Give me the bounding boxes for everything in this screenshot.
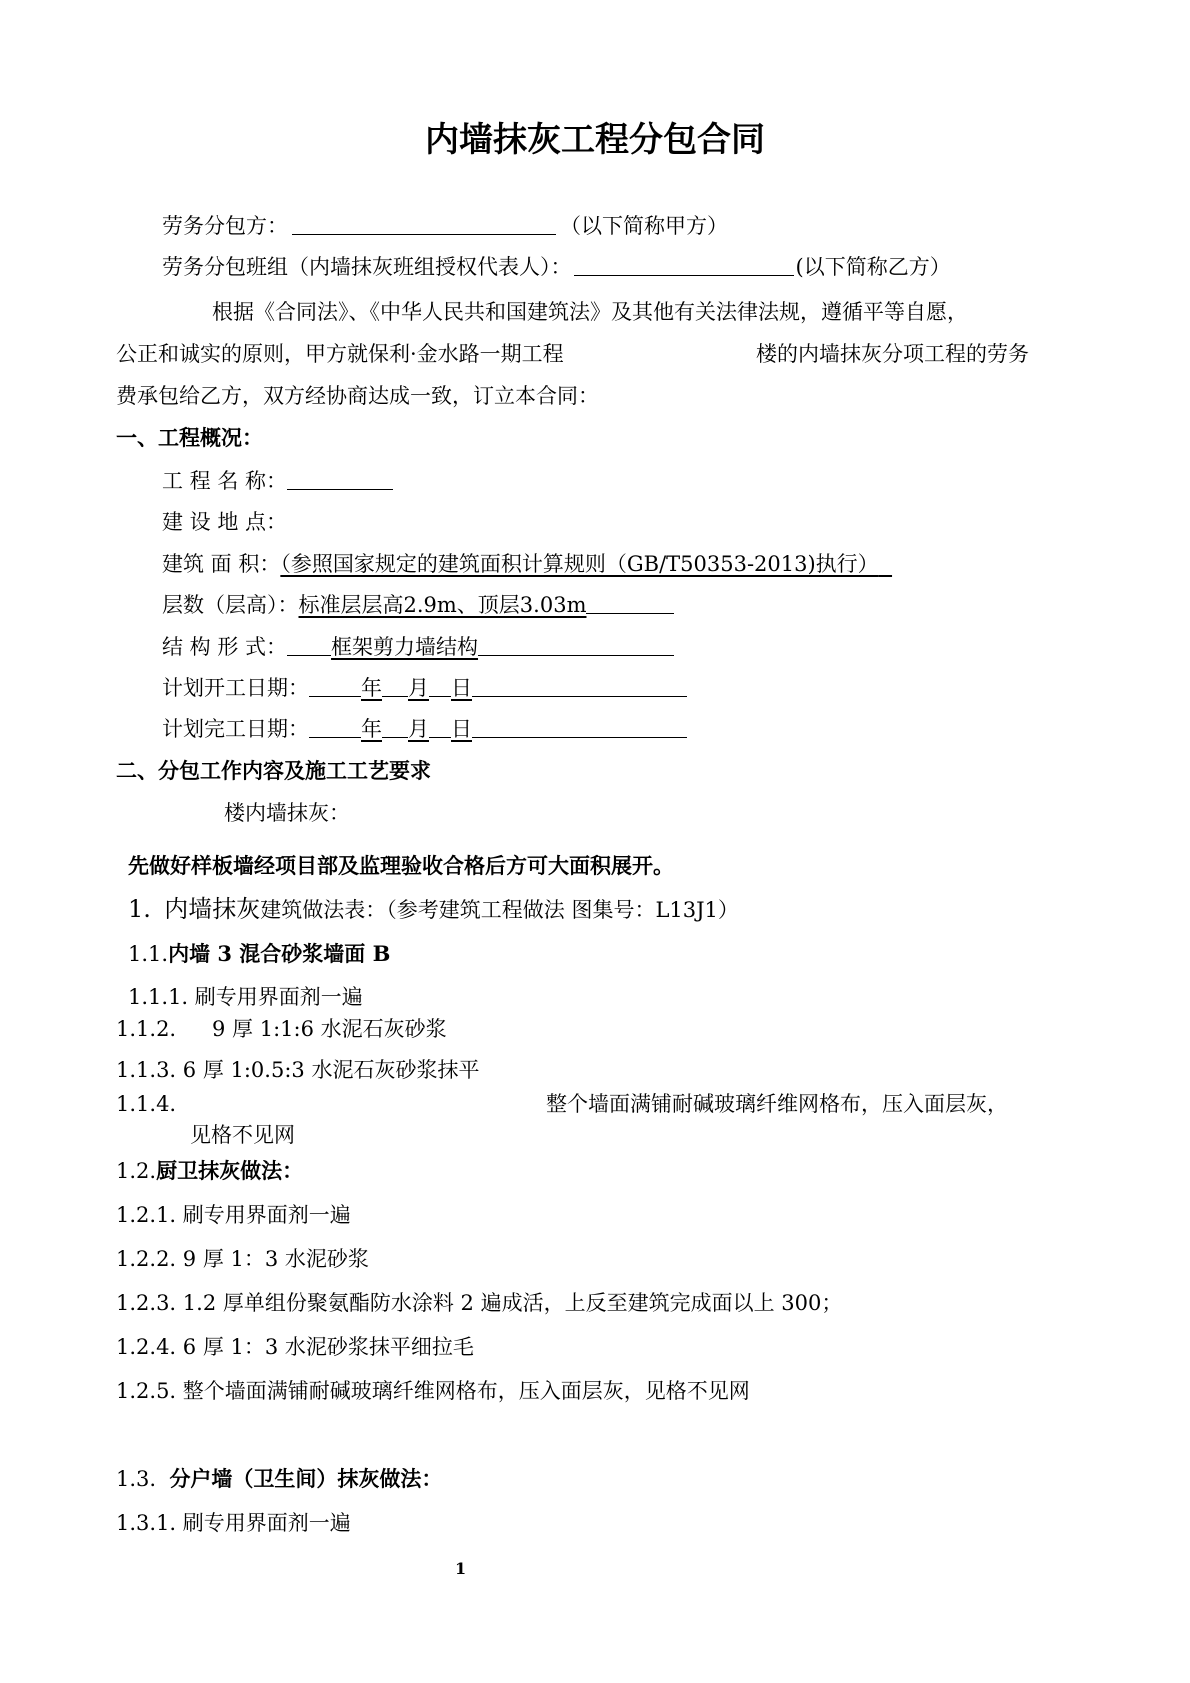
start-date-line	[162, 674, 687, 702]
party-a-line	[162, 212, 728, 240]
item-1-3-text: 分户墙（卫生间）抹灰做法：	[169, 1466, 443, 1491]
floors-label: 层数（层高）：	[162, 593, 299, 617]
item-1-1-4-text: 整个墙面满铺耐碱玻璃纤维网格布，压入面层灰，	[546, 1092, 1008, 1116]
item-1-2-2: 1.2.2. 9 厚 1：3 水泥砂浆	[116, 1247, 369, 1271]
item-1-3-1: 1.3.1. 刷专用界面剂一遍	[116, 1511, 351, 1535]
structure-label: 结 构 形 式：	[162, 635, 288, 659]
item-1-3	[116, 1465, 442, 1493]
item-1-2-4: 1.2.4. 6 厚 1：3 水泥砂浆抹平细拉毛	[116, 1335, 474, 1359]
item-1-1-1: 1.1.1. 刷专用界面剂一遍	[128, 985, 363, 1009]
start-blank-2[interactable]	[382, 676, 408, 697]
end-blank-4	[472, 717, 687, 738]
item-1-2-3: 1.2.3. 1.2 厚单组份聚氨酯防水涂料 2 遍成活，上反至建筑完成面以上 300；	[116, 1291, 843, 1315]
start-day: 日	[451, 676, 472, 700]
item-1-3-num: 1.3.	[116, 1467, 157, 1491]
end-date-label: 计划完工日期：	[162, 717, 309, 741]
item-1-1-2-num: 1.1.2.	[116, 1017, 177, 1041]
party-a-note: （以下简称甲方）	[560, 214, 728, 238]
start-blank-1[interactable]	[309, 676, 361, 697]
start-month: 月	[408, 676, 429, 700]
intro-line-2a: 公正和诚实的原则，甲方就保利·金水路一期工程	[116, 342, 564, 366]
party-b-label: 劳务分包班组（内墙抹灰班组授权代表人）：	[162, 255, 572, 279]
start-blank-4	[472, 676, 687, 697]
site-line	[162, 508, 287, 536]
intro-line-3: 费承包给乙方，双方经协商达成一致，订立本合同：	[116, 384, 599, 408]
item-1-big: 内墙抹灰	[164, 895, 261, 923]
end-date-line	[162, 715, 687, 743]
floors-value: 标准层层高2.9m、顶层3.03m	[298, 593, 587, 617]
item-1-2-5: 1.2.5. 整个墙面满铺耐碱玻璃纤维网格布，压入面层灰，见格不见网	[116, 1379, 750, 1403]
party-b-line	[162, 253, 951, 281]
area-value: （参照国家规定的建筑面积计算规则（GB/T50353-2013)执行）	[280, 552, 879, 576]
structure-line	[162, 633, 674, 661]
area-underline-tail	[879, 552, 892, 576]
end-blank-3[interactable]	[429, 717, 451, 738]
item-1-1-3: 1.1.3. 6 厚 1:0.5:3 水泥石灰砂浆抹平	[116, 1058, 480, 1082]
end-day: 日	[451, 717, 472, 741]
party-a-label: 劳务分包方：	[162, 214, 288, 238]
sample-wall-notice: 先做好样板墙经项目部及监理验收合格后方可大面积展开。	[128, 853, 674, 878]
end-year: 年	[361, 717, 382, 741]
item-1-2	[116, 1157, 303, 1185]
floors-blank	[586, 593, 674, 614]
structure-value: 框架剪力墙结构	[331, 635, 479, 659]
start-year: 年	[361, 676, 382, 700]
item-1-num: 1.	[128, 895, 151, 923]
party-a-blank[interactable]	[292, 214, 556, 235]
item-1-2-1: 1.2.1. 刷专用界面剂一遍	[116, 1203, 351, 1227]
intro-line-2b: 楼的内墙抹灰分项工程的劳务	[756, 342, 1029, 366]
end-blank-1[interactable]	[309, 717, 361, 738]
start-date-label: 计划开工日期：	[162, 676, 309, 700]
item-1-1-2-text: 9 厚 1:1:6 水泥石灰砂浆	[212, 1017, 447, 1041]
section-2-sub: 楼内墙抹灰：	[224, 801, 350, 825]
party-b-blank[interactable]	[574, 255, 794, 276]
floors-line	[162, 591, 674, 619]
item-1-1	[128, 940, 390, 968]
item-1-rest: 建筑做法表：（参考建筑工程做法 图集号：L13J1）	[260, 898, 739, 922]
item-1-1-4-cont: 见格不见网	[190, 1123, 295, 1147]
page-title: 内墙抹灰工程分包合同	[425, 120, 765, 160]
intro-line-1: 根据《合同法》、《中华人民共和国建筑法》及其他有关法律法规，遵循平等自愿，	[212, 300, 968, 324]
start-blank-3[interactable]	[429, 676, 451, 697]
end-blank-2[interactable]	[382, 717, 408, 738]
project-name-line	[162, 467, 393, 495]
section-2-heading: 二、分包工作内容及施工工艺要求	[116, 758, 431, 783]
project-name-label: 工 程 名 称：	[162, 469, 288, 493]
item-1	[128, 895, 739, 924]
end-month: 月	[408, 717, 429, 741]
item-1-2-num: 1.2.	[116, 1159, 157, 1183]
area-label: 建筑 面 积：	[162, 552, 281, 576]
structure-blank-post	[478, 635, 674, 656]
item-1-1-num: 1.1.	[128, 942, 169, 966]
page-number: 1	[455, 1559, 467, 1578]
site-label: 建 设 地 点：	[162, 510, 288, 534]
party-b-note: (以下简称乙方）	[795, 255, 951, 279]
structure-blank-pre	[287, 635, 331, 656]
item-1-1-4-num: 1.1.4.	[116, 1092, 177, 1116]
area-line	[162, 550, 892, 578]
section-1-heading: 一、工程概况：	[116, 425, 263, 450]
project-name-blank[interactable]	[287, 469, 393, 490]
item-1-2-text: 厨卫抹灰做法：	[156, 1158, 304, 1183]
item-1-1-text: 内墙 3 混合砂浆墙面 B	[168, 941, 391, 966]
